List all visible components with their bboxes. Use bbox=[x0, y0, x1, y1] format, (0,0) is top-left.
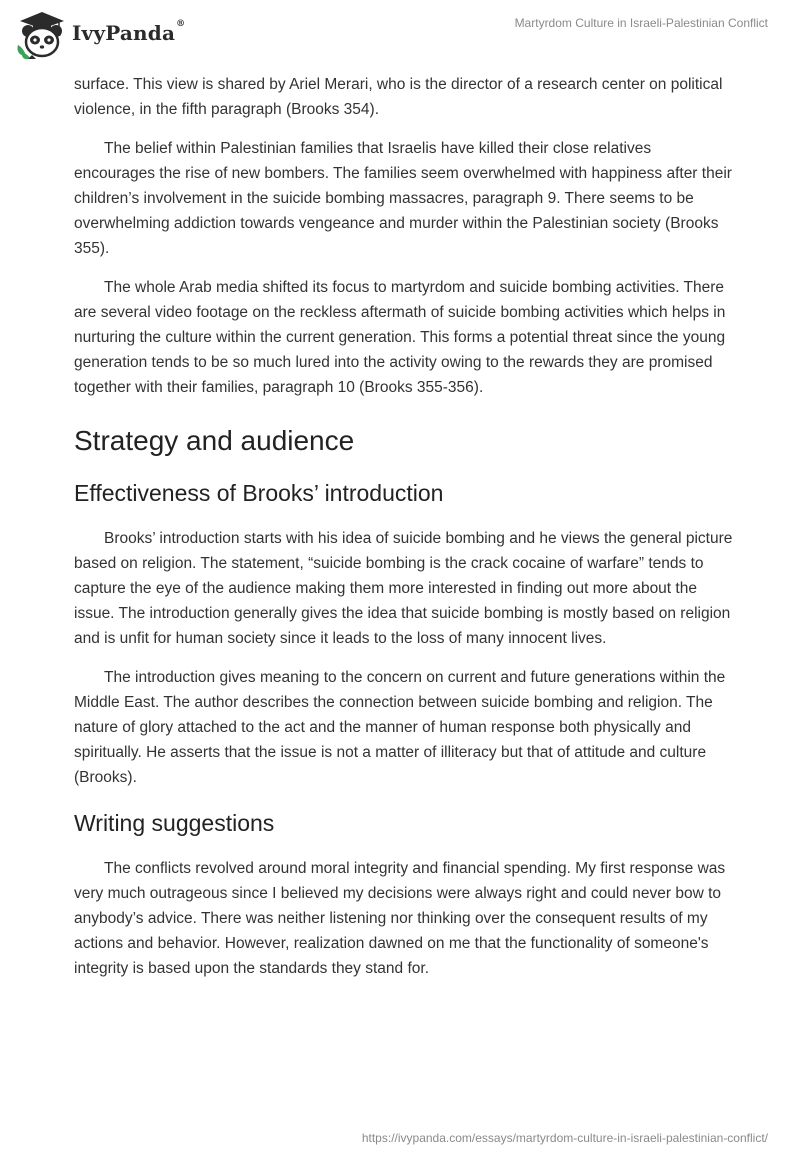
brand-name: IvyPanda® bbox=[72, 19, 186, 45]
paragraph: The whole Arab media shifted its focus to martyrdom and suicide bombing activities. There are several video footage on the reckless aftermath of suicide bombing activities which helps in nurturing the culture within the current generation. This forms a potential threat since the young generation tends to be so much lured into the activity owing to the rewards they are promised together with their families, paragraph 10 (Brooks 355-356). bbox=[74, 279, 726, 396]
paragraph: The conflicts revolved around moral integrity and financial spending. My first response was very much outrageous since I believed my decisions were always right and could never bow to anybody’s advice. There was neither listening nor thinking over the consequent results of my actions and behavior. However, realization dawned on me that the functionality of someone's integrity is based upon the standards they stand for. bbox=[74, 860, 726, 977]
subsection-heading-writing: Writing suggestions bbox=[74, 810, 275, 836]
paragraph: Brooks’ introduction starts with his idea of suicide bombing and he views the general picture based on religion. The statement, “suicide bombing is the crack cocaine of warfare” tends to capture the eye of the audience making them more interested in finding out more about the issue. The introduction generally gives the idea that suicide bombing is mostly based on religion and is unfit for human society since it leads to the loss of many innocent lives. bbox=[74, 530, 733, 647]
panda-graduate-icon bbox=[12, 9, 68, 61]
paragraph: The belief within Palestinian families that Israelis have killed their close relatives encourages the rise of new bombers. The families seem overwhelmed with happiness after their children’s involvement in the suicide bombing massacres, paragraph 9. There seems to be overwhelming addiction towards vengeance and murder within the Palestinian society (Brooks 355). bbox=[74, 140, 732, 257]
source-url[interactable]: https://ivypanda.com/essays/martyrdom-culture-in-israeli-palestinian-conflict/ bbox=[361, 1131, 768, 1145]
paragraph: The introduction gives meaning to the concern on current and future generations within the Middle East. The author describes the connection between suicide bombing and religion. The nature of glory attached to the act and the manner of human response both physically and spiritually. He asserts that the issue is not a matter of illiteracy but that of attitude and culture (Brooks). bbox=[74, 669, 726, 786]
essay-content bbox=[74, 72, 734, 995]
paragraph: surface. This view is shared by Ariel Merari, who is the director of a research center on political violence, in the fifth paragraph (Brooks 354). bbox=[74, 76, 723, 118]
section-heading-strategy: Strategy and audience bbox=[74, 425, 355, 456]
ivypanda-logo[interactable] bbox=[12, 9, 185, 61]
page-header bbox=[0, 0, 800, 70]
running-title: Martyrdom Culture in Israeli-Palestinian Conflict bbox=[514, 16, 768, 30]
subsection-heading-effectiveness: Effectiveness of Brooks’ introduction bbox=[74, 480, 444, 506]
